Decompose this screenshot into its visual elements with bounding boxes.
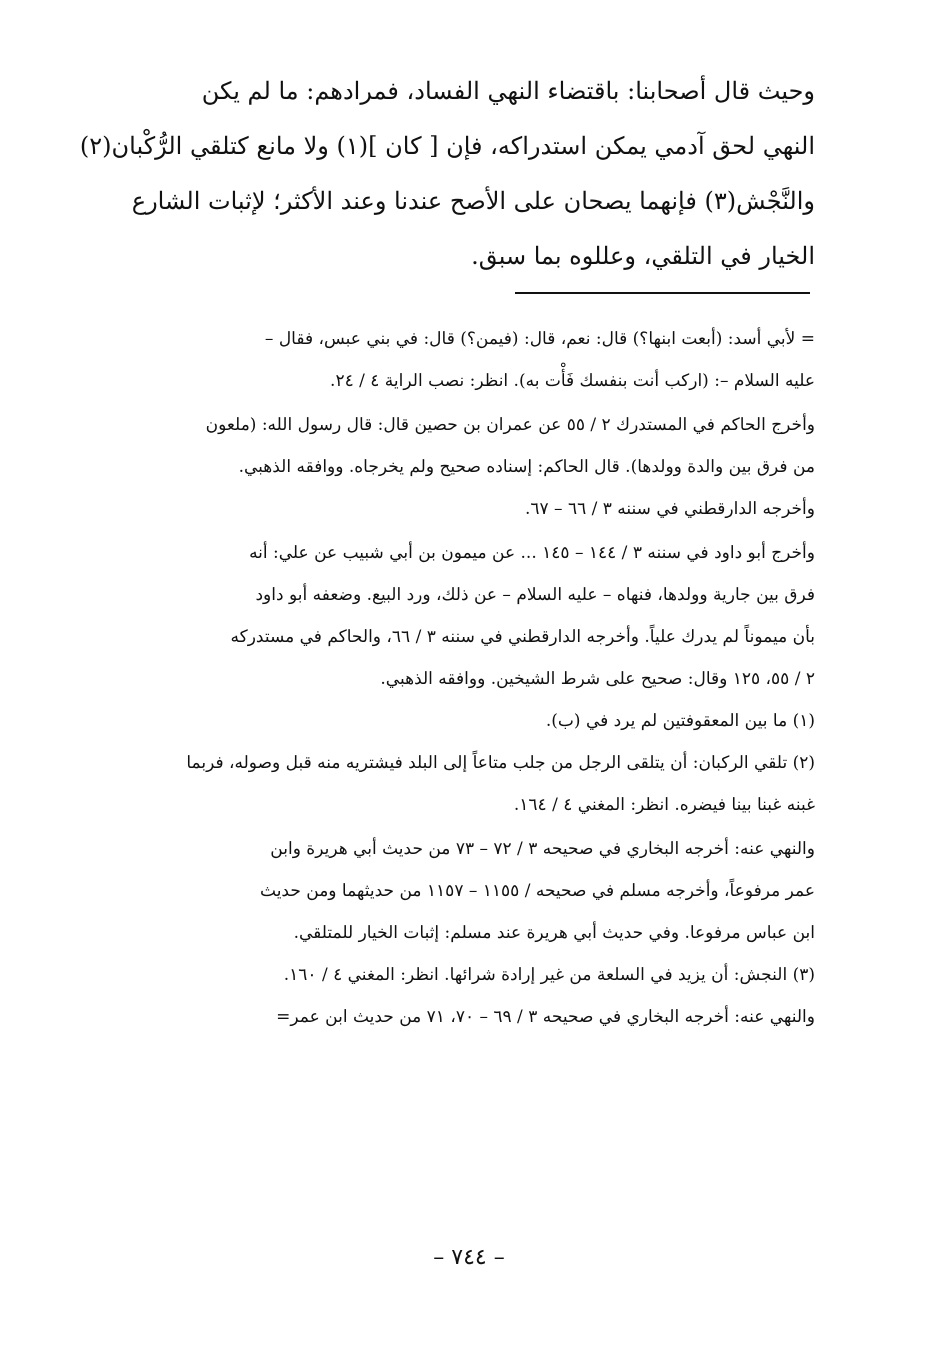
footnote-line: من فرق بين والدة وولدها). قال الحاكم: إسناده صحيح ولم يخرجاه. ووافقه الذهبي.: [238, 457, 815, 477]
main-text-line: وحيث قال أصحابنا: باقتضاء النهي الفساد، فمرادهم: ما لم يكن: [201, 77, 815, 105]
footnote-line: (٢) تلقي الركبان: أن يتلقى الرجل من جلب متاعاً إلى البلد فيشتريه منه قبل وصوله، فربما: [186, 753, 815, 773]
footnote-line: بأن ميموناً لم يدرك علياً. وأخرجه الدارقطني في سننه ٣ / ٦٦، والحاكم في مستدركه: [230, 627, 815, 647]
footnote-1: [95, 700, 815, 742]
footnote-line: عمر مرفوعاً، وأخرجه مسلم في صحيحه / ١١٥٥ – ١١٥٧ من حديثهما ومن حديث: [260, 881, 815, 901]
footnote-hakim: [95, 404, 815, 530]
footnote-separator: [515, 292, 810, 294]
footnote-line: عليه السلام –: (اركب أنت بنفسك فَأْت به). انظر: نصب الراية ٤ / ٢٤.: [330, 371, 815, 391]
footnote-line: والنهي عنه: أخرجه البخاري في صحيحه ٣ / ٧٢ – ٧٣ من حديث أبي هريرة وابن: [270, 839, 815, 859]
footnote-2: [95, 742, 815, 826]
footnote-line: = لأبي أسد: (أبعت ابنها؟) قال: نعم، قال: (فيمن؟) قال: في بني عبس، فقال –: [264, 329, 815, 349]
footnote-line: وأخرج أبو داود في سننه ٣ / ١٤٤ – ١٤٥ ... عن ميمون بن أبي شبيب عن علي: أنه: [249, 543, 815, 563]
footnote-line: ابن عباس مرفوعا. وفي حديث أبي هريرة عند مسلم: إثبات الخيار للمتلقي.: [293, 923, 815, 943]
footnote-abudawud: [95, 532, 815, 700]
footnote-line: وأخرجه الدارقطني في سننه ٣ / ٦٦ – ٦٧.: [524, 499, 815, 519]
footnote-line: ٢ / ٥٥، ١٢٥ وقال: صحيح على شرط الشيخين. ووافقه الذهبي.: [380, 669, 815, 689]
footnotes: [95, 318, 815, 1038]
footnote-line: (٣) النجش: أن يزيد في السلعة من غير إرادة شرائها. انظر: المغني ٤ / ١٦٠.: [283, 965, 815, 985]
footnote-line: فرق بين جارية وولدها، فنهاه – عليه السلام – عن ذلك، ورد البيع. وضعفه أبو داود: [255, 585, 815, 605]
main-text-line: الخيار في التلقي، وعللوه بما سبق.: [471, 242, 815, 270]
footnote-line: غبنه غبنا بينا فيضره. انظر: المغني ٤ / ١٦٤.: [513, 795, 815, 815]
footnote-line: وأخرج الحاكم في المستدرك ٢ / ٥٥ عن عمران بن حصين قال: قال رسول الله: (ملعون: [205, 415, 815, 435]
main-text: [80, 64, 815, 284]
main-text-line: والنَّجْش(٣) فإنهما يصحان على الأصح عندنا وعند الأكثر؛ لإثبات الشارع: [131, 187, 815, 215]
footnote-2-prohibition: [95, 828, 815, 954]
page-number: – ٧٤٤ –: [433, 1245, 505, 1270]
footnote-continuation: [95, 318, 815, 402]
footnote-line: (١) ما بين المعقوفتين لم يرد في (ب).: [545, 711, 815, 731]
footnote-line: والنهي عنه: أخرجه البخاري في صحيحه ٣ / ٦٩ – ٧٠، ٧١ من حديث ابن عمر=: [276, 1007, 815, 1027]
footnote-3: [95, 954, 815, 1038]
main-text-line: النهي لحق آدمي يمكن استدراكه، فإن [ كان ](١) ولا مانع كتلقي الرُّكْبان(٢): [80, 132, 815, 160]
